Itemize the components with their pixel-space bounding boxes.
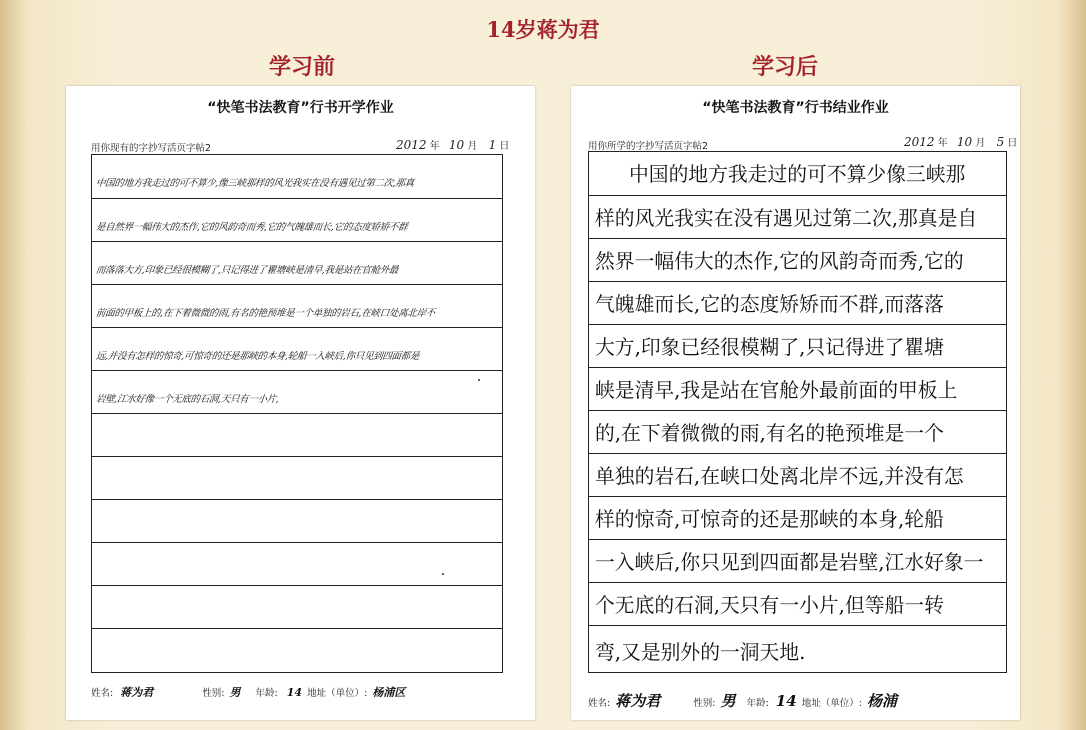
before-date-month: 10 (448, 138, 465, 152)
after-writing-grid (588, 151, 1007, 673)
ink-speck (478, 379, 480, 381)
before-line-7 (92, 413, 502, 457)
before-line-11 (92, 585, 502, 629)
after-age-value: 14 (775, 692, 797, 710)
before-address-value: 杨浦区 (372, 686, 406, 699)
after-line-11: 个无底的石洞,天只有一小片,但等船一转 (589, 582, 1006, 626)
after-address-label: 地址（单位）: (801, 698, 862, 709)
after-name-value: 蒋为君 (615, 692, 661, 710)
after-line-10: 一入峡后,你只见到四面都是岩壁,江水好象一 (589, 539, 1006, 583)
after-age-label: 年龄: (746, 698, 769, 709)
after-name-label: 姓名: (588, 698, 611, 709)
before-age-label: 年龄: (255, 688, 278, 699)
before-line-6: 岩壁,江水好像一个无底的石洞,天只有一小片, (92, 370, 502, 414)
before-writing-grid (91, 154, 503, 673)
before-gender-label: 性别: (202, 688, 225, 699)
before-date (396, 137, 509, 152)
after-address-value: 杨浦 (866, 692, 897, 710)
after-gender-value: 男 (720, 692, 736, 710)
before-line-12 (92, 628, 502, 673)
before-date-day-unit: 日 (499, 141, 510, 152)
before-address-label: 地址（单位）: (307, 688, 368, 699)
after-date-year: 2012 (904, 135, 935, 149)
before-date-year: 2012 (396, 138, 427, 152)
after-date-year-unit: 年 (937, 138, 948, 149)
before-line-2: 是自然界一幅伟大的杰作,它的风韵奇而秀,它的气魄雄而长,它的态度矫矫不群 (92, 198, 502, 242)
before-date-month-unit: 月 (467, 141, 478, 152)
ink-speck (442, 573, 444, 575)
after-worksheet (571, 86, 1020, 720)
before-sheet-title: “快笔书法教育”行书开学作业 (207, 100, 394, 116)
before-instruction: 用你现有的字抄写活页字帖2 (91, 143, 212, 154)
after-footer (588, 690, 897, 711)
before-footer (91, 684, 405, 700)
after-line-6: 峡是清早,我是站在官舱外最前面的甲板上 (589, 367, 1006, 411)
after-line-5: 大方,印象已经很模糊了,只记得进了瞿塘 (589, 324, 1006, 368)
after-line-12: 弯,又是别外的一洞天地. (589, 625, 1006, 673)
before-date-year-unit: 年 (429, 141, 440, 152)
after-date (904, 134, 1017, 149)
after-instruction: 用你所学的字抄写活页字帖2 (588, 141, 709, 152)
after-line-9: 样的惊奇,可惊奇的还是那峡的本身,轮船 (589, 496, 1006, 540)
after-line-7: 的,在下着微微的雨,有名的艳预堆是一个 (589, 410, 1006, 454)
after-gender-label: 性别: (693, 698, 716, 709)
before-line-3: 而落落大方,印象已经很模糊了,只记得进了瞿塘峡是清早,我是站在官舱外最 (92, 241, 502, 285)
after-line-3: 然界一幅伟大的杰作,它的风韵奇而秀,它的 (589, 238, 1006, 282)
after-line-1: 中国的地方我走过的可不算少像三峡那 (629, 163, 966, 186)
before-label: 学习前 (268, 54, 335, 80)
before-age-value: 14 (286, 686, 303, 699)
page-title: 14岁蒋为君 (486, 17, 600, 42)
after-line-2: 样的风光我实在没有遇见过第二次,那真是自 (589, 195, 1006, 239)
before-line-1: 中国的地方我走过的可不算少,像三峡那样的风光我实在没有遇见过第二次,那真 (95, 178, 415, 189)
before-worksheet (66, 86, 535, 720)
before-line-10 (92, 542, 502, 586)
before-line-9 (92, 499, 502, 543)
before-date-day: 1 (488, 138, 497, 152)
after-date-day-unit: 日 (1007, 138, 1018, 149)
before-name-label: 姓名: (91, 688, 114, 699)
before-line-4: 前面的甲板上的,在下着微微的雨,有名的艳预堆是一个单独的岩石,在峡口处离北岸不 (92, 284, 502, 328)
before-line-5: 远,并没有怎样的惊奇,可惊奇的还是那峡的本身,轮船一入峡后,你只见到四面都是 (92, 327, 502, 371)
after-date-month-unit: 月 (975, 138, 986, 149)
after-date-month: 10 (956, 135, 973, 149)
after-line-8: 单独的岩石,在峡口处离北岸不远,并没有怎 (589, 453, 1006, 497)
after-sheet-title: “快笔书法教育”行书结业作业 (702, 100, 889, 116)
before-gender-value: 男 (229, 686, 241, 699)
after-date-day: 5 (996, 135, 1005, 149)
after-label: 学习后 (751, 54, 818, 80)
before-line-8 (92, 456, 502, 500)
before-name-value: 蒋为君 (120, 686, 154, 699)
after-line-4: 气魄雄而长,它的态度矫矫而不群,而落落 (589, 281, 1006, 325)
